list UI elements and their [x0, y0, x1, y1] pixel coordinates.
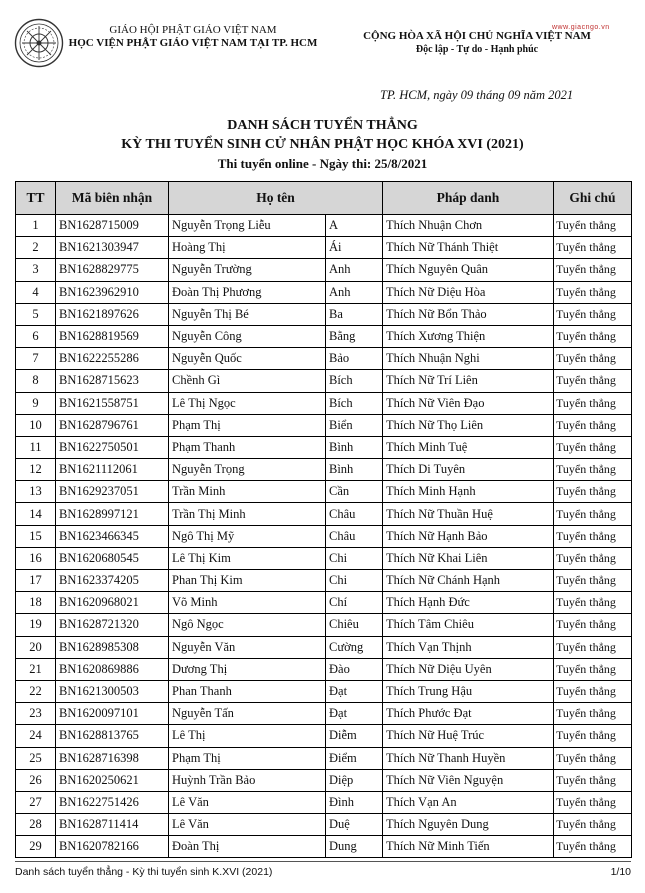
cell-receipt-code: BN1628985308: [56, 636, 169, 658]
cell-tt: 24: [16, 725, 56, 747]
column-header-dharma-name: Pháp danh: [383, 182, 554, 215]
cell-note: Tuyển thẳng: [554, 725, 632, 747]
cell-note: Tuyển thẳng: [554, 325, 632, 347]
cell-tt: 28: [16, 814, 56, 836]
cell-tt: 25: [16, 747, 56, 769]
table-row: [16, 370, 632, 392]
cell-dharma-name: Thích Nữ Trí Liên: [383, 370, 554, 392]
cell-given-name: Dung: [326, 836, 383, 858]
cell-given-name: Chiêu: [326, 614, 383, 636]
cell-dharma-name: Thích Minh Tuệ: [383, 436, 554, 458]
cell-dharma-name: Thích Nữ Thuần Huệ: [383, 503, 554, 525]
cell-surname: Ngô Thị Mỹ: [169, 525, 326, 547]
cell-receipt-code: BN1621300503: [56, 680, 169, 702]
cell-dharma-name: Thích Trung Hậu: [383, 680, 554, 702]
cell-surname: Đoàn Thị: [169, 836, 326, 858]
nation-motto-line2: Độc lập - Tự do - Hạnh phúc: [415, 44, 539, 55]
table-row: [16, 392, 632, 414]
cell-note: Tuyển thẳng: [554, 459, 632, 481]
cell-surname: Hoàng Thị: [169, 237, 326, 259]
cell-dharma-name: Thích Phước Đạt: [383, 703, 554, 725]
cell-receipt-code: BN1628997121: [56, 503, 169, 525]
cell-tt: 23: [16, 703, 56, 725]
cell-note: Tuyển thẳng: [554, 680, 632, 702]
cell-receipt-code: BN1621558751: [56, 392, 169, 414]
table-row: [16, 570, 632, 592]
cell-receipt-code: BN1621897626: [56, 303, 169, 325]
cell-given-name: Bảo: [326, 348, 383, 370]
cell-surname: Nguyễn Trường: [169, 259, 326, 281]
cell-dharma-name: Thích Nữ Chánh Hạnh: [383, 570, 554, 592]
cell-dharma-name: Thích Nữ Huệ Trúc: [383, 725, 554, 747]
table-row: [16, 636, 632, 658]
cell-given-name: Anh: [326, 281, 383, 303]
cell-receipt-code: BN1628715623: [56, 370, 169, 392]
cell-note: Tuyển thẳng: [554, 259, 632, 281]
cell-note: Tuyển thẳng: [554, 436, 632, 458]
cell-surname: Lê Thị: [169, 725, 326, 747]
cell-given-name: Đình: [326, 791, 383, 813]
cell-tt: 6: [16, 325, 56, 347]
cell-tt: 4: [16, 281, 56, 303]
cell-tt: 8: [16, 370, 56, 392]
cell-surname: Nguyễn Tấn: [169, 703, 326, 725]
cell-tt: 3: [16, 259, 56, 281]
watermark-text: www.giacngo.vn: [552, 24, 610, 31]
cell-receipt-code: BN1620680545: [56, 547, 169, 569]
cell-given-name: Diễm: [326, 725, 383, 747]
cell-tt: 26: [16, 769, 56, 791]
cell-note: Tuyển thẳng: [554, 703, 632, 725]
table-row: [16, 481, 632, 503]
cell-dharma-name: Thích Nhuận Chơn: [383, 215, 554, 237]
cell-note: Tuyển thẳng: [554, 836, 632, 858]
cell-given-name: Biển: [326, 414, 383, 436]
column-header-name: Họ tên: [169, 182, 383, 215]
cell-receipt-code: BN1620968021: [56, 592, 169, 614]
cell-tt: 13: [16, 481, 56, 503]
cell-dharma-name: Thích Nữ Bổn Thảo: [383, 303, 554, 325]
cell-surname: Phạm Thị: [169, 414, 326, 436]
cell-receipt-code: BN1623374205: [56, 570, 169, 592]
cell-note: Tuyển thẳng: [554, 769, 632, 791]
cell-tt: 7: [16, 348, 56, 370]
table-row: [16, 525, 632, 547]
cell-receipt-code: BN1628716398: [56, 747, 169, 769]
cell-given-name: Chi: [326, 547, 383, 569]
cell-surname: Trần Thị Minh: [169, 503, 326, 525]
cell-given-name: Ái: [326, 237, 383, 259]
cell-tt: 19: [16, 614, 56, 636]
footer-divider: [15, 861, 631, 862]
table-row: [16, 259, 632, 281]
table-row: [16, 769, 632, 791]
title-line2: KỲ THI TUYỂN SINH CỬ NHÂN PHẬT HỌC KHÓA XVI (2021): [121, 137, 524, 152]
cell-receipt-code: BN1620869886: [56, 658, 169, 680]
cell-note: Tuyển thẳng: [554, 503, 632, 525]
table-row: [16, 747, 632, 769]
cell-dharma-name: Thích Minh Hạnh: [383, 481, 554, 503]
cell-surname: Phan Thị Kim: [169, 570, 326, 592]
cell-dharma-name: Thích Xương Thiện: [383, 325, 554, 347]
cell-receipt-code: BN1620097101: [56, 703, 169, 725]
cell-note: Tuyển thẳng: [554, 392, 632, 414]
table-row: [16, 703, 632, 725]
table-header-row: [16, 182, 632, 215]
cell-receipt-code: BN1628796761: [56, 414, 169, 436]
cell-tt: 17: [16, 570, 56, 592]
table-row: [16, 547, 632, 569]
cell-given-name: Anh: [326, 259, 383, 281]
cell-surname: Nguyễn Trọng: [169, 459, 326, 481]
academy-seal-logo: [14, 18, 64, 68]
cell-receipt-code: BN1622255286: [56, 348, 169, 370]
title-line1: DANH SÁCH TUYỂN THẲNG: [227, 118, 418, 133]
cell-given-name: Đạt: [326, 680, 383, 702]
document-title: [0, 117, 645, 173]
table-row: [16, 658, 632, 680]
table-row: [16, 791, 632, 813]
cell-given-name: Điểm: [326, 747, 383, 769]
cell-given-name: Ba: [326, 303, 383, 325]
cell-given-name: Bằng: [326, 325, 383, 347]
cell-tt: 9: [16, 392, 56, 414]
cell-note: Tuyển thẳng: [554, 547, 632, 569]
cell-surname: Nguyễn Trọng Liễu: [169, 215, 326, 237]
cell-note: Tuyển thẳng: [554, 370, 632, 392]
cell-note: Tuyển thẳng: [554, 215, 632, 237]
cell-receipt-code: BN1628819569: [56, 325, 169, 347]
table-row: [16, 459, 632, 481]
cell-surname: Phạm Thanh: [169, 436, 326, 458]
cell-given-name: Diệp: [326, 769, 383, 791]
cell-surname: Đoàn Thị Phương: [169, 281, 326, 303]
cell-note: Tuyển thẳng: [554, 414, 632, 436]
column-header-note: Ghi chú: [554, 182, 632, 215]
cell-given-name: Duệ: [326, 814, 383, 836]
page-number: 1/10: [610, 866, 631, 878]
cell-receipt-code: BN1628715009: [56, 215, 169, 237]
table-row: [16, 680, 632, 702]
cell-surname: Lê Văn: [169, 791, 326, 813]
cell-given-name: Bích: [326, 392, 383, 414]
cell-tt: 20: [16, 636, 56, 658]
cell-given-name: Châu: [326, 525, 383, 547]
cell-surname: Ngô Ngọc: [169, 614, 326, 636]
cell-note: Tuyển thẳng: [554, 525, 632, 547]
cell-receipt-code: BN1628721320: [56, 614, 169, 636]
cell-dharma-name: Thích Hạnh Đức: [383, 592, 554, 614]
cell-surname: Nguyễn Thị Bé: [169, 303, 326, 325]
cell-receipt-code: BN1623466345: [56, 525, 169, 547]
nation-motto-line1: CỘNG HÒA XÃ HỘI CHỦ NGHĨA VIỆT NAM: [363, 30, 591, 42]
column-header-receipt: Mã biên nhận: [56, 182, 169, 215]
organization-header: [68, 24, 318, 50]
cell-dharma-name: Thích Vạn An: [383, 791, 554, 813]
cell-given-name: Cường: [326, 636, 383, 658]
cell-tt: 16: [16, 547, 56, 569]
cell-dharma-name: Thích Di Tuyên: [383, 459, 554, 481]
cell-note: Tuyển thẳng: [554, 814, 632, 836]
cell-receipt-code: BN1620250621: [56, 769, 169, 791]
cell-surname: Phạm Thị: [169, 747, 326, 769]
table-row: [16, 215, 632, 237]
cell-surname: Lê Văn: [169, 814, 326, 836]
cell-dharma-name: Thích Nữ Minh Tiến: [383, 836, 554, 858]
cell-tt: 1: [16, 215, 56, 237]
cell-receipt-code: BN1628711414: [56, 814, 169, 836]
cell-tt: 11: [16, 436, 56, 458]
cell-given-name: Châu: [326, 503, 383, 525]
cell-tt: 2: [16, 237, 56, 259]
cell-tt: 18: [16, 592, 56, 614]
cell-receipt-code: BN1623962910: [56, 281, 169, 303]
cell-given-name: A: [326, 215, 383, 237]
table-row: [16, 303, 632, 325]
table-row: [16, 503, 632, 525]
table-row: [16, 414, 632, 436]
cell-note: Tuyển thẳng: [554, 281, 632, 303]
national-header: [352, 30, 602, 56]
org-name-line2: HỌC VIỆN PHẬT GIÁO VIỆT NAM TẠI TP. HCM: [68, 37, 318, 49]
cell-dharma-name: Thích Nữ Thánh Thiệt: [383, 237, 554, 259]
cell-tt: 15: [16, 525, 56, 547]
cell-dharma-name: Thích Nữ Hạnh Bảo: [383, 525, 554, 547]
cell-surname: Phan Thanh: [169, 680, 326, 702]
table-row: [16, 592, 632, 614]
cell-tt: 21: [16, 658, 56, 680]
cell-note: Tuyển thẳng: [554, 481, 632, 503]
cell-note: Tuyển thẳng: [554, 592, 632, 614]
cell-note: Tuyển thẳng: [554, 658, 632, 680]
cell-receipt-code: BN1622751426: [56, 791, 169, 813]
cell-given-name: Bình: [326, 459, 383, 481]
cell-note: Tuyển thẳng: [554, 303, 632, 325]
cell-dharma-name: Thích Nữ Viên Đạo: [383, 392, 554, 414]
cell-dharma-name: Thích Vạn Thịnh: [383, 636, 554, 658]
dateline: TP. HCM, ngày 09 tháng 09 năm 2021: [380, 88, 574, 102]
cell-dharma-name: Thích Tâm Chiêu: [383, 614, 554, 636]
cell-note: Tuyển thẳng: [554, 570, 632, 592]
cell-dharma-name: Thích Nhuận Nghi: [383, 348, 554, 370]
cell-dharma-name: Thích Nữ Diệu Hòa: [383, 281, 554, 303]
table-row: [16, 614, 632, 636]
cell-receipt-code: BN1621112061: [56, 459, 169, 481]
cell-dharma-name: Thích Nữ Thọ Liên: [383, 414, 554, 436]
cell-note: Tuyển thẳng: [554, 791, 632, 813]
cell-dharma-name: Thích Nữ Thanh Huyền: [383, 747, 554, 769]
org-name-line1: GIÁO HỘI PHẬT GIÁO VIỆT NAM: [109, 24, 277, 36]
cell-surname: Nguyễn Công: [169, 325, 326, 347]
cell-given-name: Bích: [326, 370, 383, 392]
cell-receipt-code: BN1628829775: [56, 259, 169, 281]
table-row: [16, 348, 632, 370]
cell-given-name: Chí: [326, 592, 383, 614]
cell-surname: Nguyễn Quốc: [169, 348, 326, 370]
cell-receipt-code: BN1621303947: [56, 237, 169, 259]
cell-receipt-code: BN1620782166: [56, 836, 169, 858]
cell-receipt-code: BN1622750501: [56, 436, 169, 458]
cell-surname: Huỳnh Trần Bảo: [169, 769, 326, 791]
cell-surname: Dương Thị: [169, 658, 326, 680]
cell-receipt-code: BN1628813765: [56, 725, 169, 747]
cell-surname: Lê Thị Ngọc: [169, 392, 326, 414]
cell-given-name: Đạt: [326, 703, 383, 725]
cell-note: Tuyển thẳng: [554, 348, 632, 370]
table-row: [16, 814, 632, 836]
cell-tt: 10: [16, 414, 56, 436]
column-header-tt: TT: [16, 182, 56, 215]
cell-note: Tuyển thẳng: [554, 636, 632, 658]
cell-surname: Trần Minh: [169, 481, 326, 503]
cell-given-name: Cần: [326, 481, 383, 503]
table-row: [16, 281, 632, 303]
cell-tt: 22: [16, 680, 56, 702]
title-line3: Thi tuyển online - Ngày thi: 25/8/2021: [217, 156, 428, 171]
cell-dharma-name: Thích Nữ Diệu Uyên: [383, 658, 554, 680]
cell-dharma-name: Thích Nữ Khai Liên: [383, 547, 554, 569]
cell-note: Tuyển thẳng: [554, 614, 632, 636]
admission-list-table: [15, 181, 632, 858]
cell-given-name: Đào: [326, 658, 383, 680]
cell-tt: 27: [16, 791, 56, 813]
table-row: [16, 325, 632, 347]
cell-tt: 29: [16, 836, 56, 858]
cell-given-name: Bình: [326, 436, 383, 458]
cell-tt: 14: [16, 503, 56, 525]
cell-surname: Chềnh Gì: [169, 370, 326, 392]
cell-tt: 12: [16, 459, 56, 481]
cell-receipt-code: BN1629237051: [56, 481, 169, 503]
table-row: [16, 725, 632, 747]
cell-note: Tuyển thẳng: [554, 747, 632, 769]
cell-dharma-name: Thích Nữ Viên Nguyện: [383, 769, 554, 791]
table-row: [16, 836, 632, 858]
cell-dharma-name: Thích Nguyên Quân: [383, 259, 554, 281]
table-row: [16, 237, 632, 259]
cell-note: Tuyển thẳng: [554, 237, 632, 259]
table-row: [16, 436, 632, 458]
footer-caption: Danh sách tuyển thẳng - Kỳ thi tuyển sinh K.XVI (2021): [15, 866, 273, 878]
cell-tt: 5: [16, 303, 56, 325]
cell-surname: Võ Minh: [169, 592, 326, 614]
cell-surname: Nguyễn Văn: [169, 636, 326, 658]
cell-given-name: Chi: [326, 570, 383, 592]
cell-dharma-name: Thích Nguyên Dung: [383, 814, 554, 836]
cell-surname: Lê Thị Kim: [169, 547, 326, 569]
